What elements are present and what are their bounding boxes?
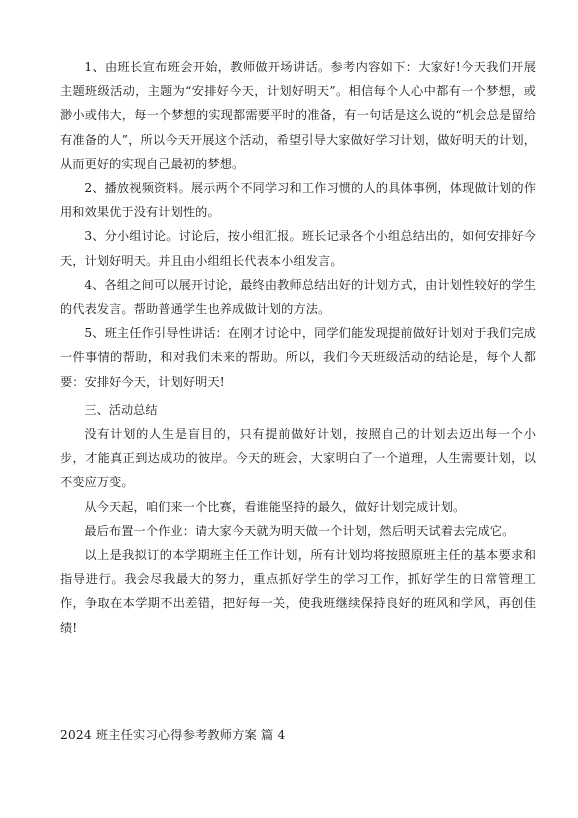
closing-paragraph: 以上是我拟订的本学期班主任工作计划，所有计划均将按照原班主任的基本要求和指导进行。我会尽我最大的努力，重点抓好学生的学习工作，抓好学生的日常管理工作，争取在本学期不出差错，把好每一关，使我班继续保持良好的班风和学风，再创佳绩! bbox=[60, 548, 536, 635]
section-heading-summary: 三、活动总结 bbox=[84, 402, 158, 417]
summary-paragraph-1: 没有计划的人生是盲目的，只有提前做好计划，按照自己的计划去迈出每一个小步，才能真正到达成功的彼岸。今天的班会，大家明白了一个道理，人生需要计划，以不变应万变。 bbox=[60, 427, 536, 490]
step-3-paragraph: 3、分小组讨论。讨论后，按小组汇报。班长记录各个小组总结出的，如何安排好今天，计划好明天。并且由小组组长代表本小组发言。 bbox=[60, 229, 536, 268]
step-2-paragraph: 2、播放视频资料。展示两个不同学习和工作习惯的人的具体事例，体现做计划的作用和效果优于没有计划性的。 bbox=[60, 181, 536, 220]
summary-paragraph-2: 从今天起，咱们来一个比赛，看谁能坚持的最久，做好计划完成计划。 bbox=[84, 499, 466, 514]
next-section-title: 2024 班主任实习心得参考教师方案 篇 4 bbox=[60, 728, 286, 742]
step-1-paragraph: 1、由班长宣布班会开始，教师做开场讲话。参考内容如下：大家好!今天我们开展主题班级活动，主题为“安排好今天，计划好明天”。相信每个人心中都有一个梦想，或渺小或伟大，每一个梦想的实现都需要平时的准备，有一句话是这么说的“机会总是留给有准备的人”，所以今天开展这个活动，希望引导大家做好学习计划，做好明天的计划，从而更好的实现自己最初的梦想。 bbox=[60, 60, 536, 171]
step-5-paragraph: 5、班主任作引导性讲话：在刚才讨论中，同学们能发现提前做好计划对于我们完成一件事情的帮助，和对我们未来的帮助。所以，我们今天班级活动的结论是，每个人都要：安排好今天，计划好明天! bbox=[60, 326, 536, 389]
step-4-paragraph: 4、各组之间可以展开讨论，最终由教师总结出好的计划方式，由计划性较好的学生的代表发言。帮助普通学生也养成做计划的方法。 bbox=[60, 277, 536, 317]
summary-paragraph-3: 最后布置一个作业：请大家今天就为明天做一个计划，然后明天试着去完成它。 bbox=[84, 523, 515, 538]
